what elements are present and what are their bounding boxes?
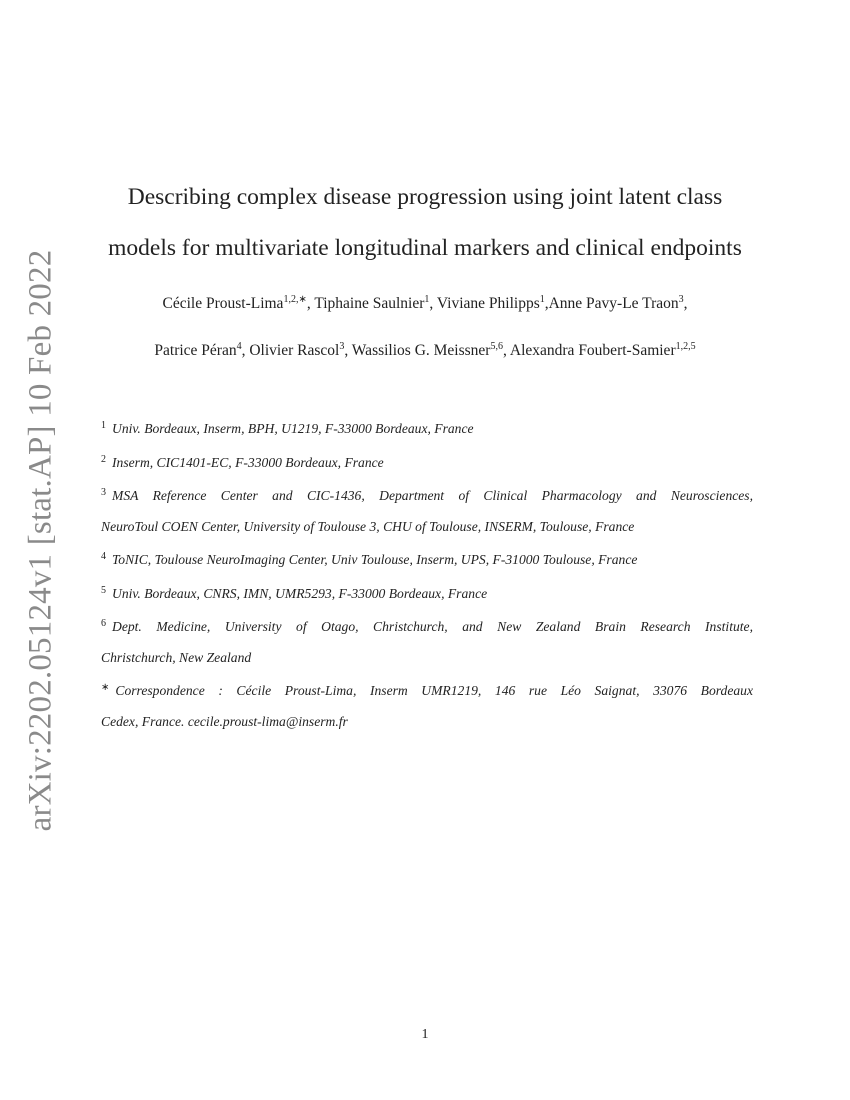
author-list — [90, 280, 760, 374]
paper-title — [90, 172, 760, 274]
author-separator: , — [344, 342, 352, 359]
affiliation-list — [101, 411, 753, 737]
affiliation-2 — [101, 445, 753, 479]
affiliation-text: MSA Reference Center and CIC-1436, Department of Clinical Pharmacology and Neurosciences, — [112, 488, 753, 503]
affiliation-number: 2 — [101, 453, 106, 465]
author-name: Patrice Péran — [154, 342, 237, 359]
author-name: Anne Pavy-Le Traon — [548, 295, 679, 312]
affiliation-4 — [101, 542, 753, 576]
affiliation-number: 5 — [101, 584, 106, 596]
author-name: Cécile Proust-Lima — [162, 295, 284, 312]
correspondence-text: Cedex, France. cecile.proust-lima@inserm.fr — [101, 713, 348, 729]
author-line-1 — [90, 280, 760, 327]
affiliation-1 — [101, 411, 753, 445]
author-line-2 — [90, 327, 760, 374]
correspondence-text: Correspondence : Cécile Proust-Lima, Inserm UMR1219, 146 rue Léo Saignat, 33076 Bordeaux — [115, 683, 753, 698]
affiliation-text: Inserm, CIC1401-EC, F-33000 Bordeaux, France — [112, 454, 384, 470]
title-line-1: Describing complex disease progression using joint latent class — [127, 184, 723, 210]
author-name: Tiphaine Saulnier — [314, 295, 425, 312]
author-separator: , — [241, 342, 250, 359]
author-name: Viviane Philipps — [436, 295, 540, 312]
affiliation-6-line-1 — [101, 609, 753, 643]
affiliation-number: 4 — [101, 551, 106, 562]
correspondence-line-1 — [101, 673, 753, 707]
affiliation-3-line-1 — [101, 478, 753, 512]
affiliation-text: Univ. Bordeaux, Inserm, BPH, U1219, F-33000 Bordeaux, France — [112, 421, 474, 436]
arxiv-identifier-stamp — [14, 249, 68, 831]
author-affiliation-marker: 4 — [236, 341, 242, 352]
affiliation-number: 1 — [101, 420, 106, 431]
author-separator: , — [429, 295, 437, 312]
author-name: Wassilios G. Meissner — [351, 342, 491, 359]
affiliation-text: NeuroToul COEN Center, University of Toulouse 3, CHU of Toulouse, INSERM, Toulouse, France — [101, 518, 635, 534]
author-affiliation-marker: 1,2,5 — [675, 341, 696, 352]
correspondence-line-2 — [101, 707, 753, 738]
affiliation-6-line-2 — [101, 643, 753, 674]
author-affiliation-marker: 3 — [339, 341, 345, 352]
affiliation-text: Univ. Bordeaux, CNRS, IMN, UMR5293, F-33000 Bordeaux, France — [112, 585, 488, 601]
affiliation-number: 3 — [101, 487, 106, 498]
author-name: Alexandra Foubert-Samier — [509, 342, 676, 359]
author-affiliation-marker: 3 — [678, 294, 684, 305]
author-separator: , — [683, 295, 688, 312]
arxiv-identifier-text: arXiv:2202.05124v1 [stat.AP] 10 Feb 2022 — [22, 249, 59, 831]
author-name: Olivier Rascol — [249, 342, 340, 359]
author-affiliation-marker: 1 — [539, 294, 545, 305]
title-line-2: models for multivariate longitudinal markers and clinical endpoints — [108, 235, 742, 261]
author-affiliation-marker: 5,6 — [490, 341, 503, 352]
author-separator: , — [306, 295, 315, 312]
author-separator: , — [502, 342, 510, 359]
affiliation-text: Dept. Medicine, University of Otago, Christchurch, and New Zealand Brain Research Institute, — [112, 619, 753, 634]
affiliation-text: ToNIC, Toulouse NeuroImaging Center, Univ Toulouse, Inserm, UPS, F-31000 Toulouse, France — [112, 552, 638, 567]
author-affiliation-marker: 1 — [424, 294, 430, 305]
author-affiliation-marker: 1,2,∗ — [283, 294, 307, 305]
author-separator: , — [544, 295, 549, 312]
affiliation-3-line-2 — [101, 512, 753, 543]
affiliation-number: 6 — [101, 618, 106, 629]
correspondence-marker: ∗ — [101, 682, 110, 693]
page-number: 1 — [421, 1027, 429, 1042]
affiliation-5 — [101, 576, 753, 610]
affiliation-text: Christchurch, New Zealand — [101, 649, 252, 665]
